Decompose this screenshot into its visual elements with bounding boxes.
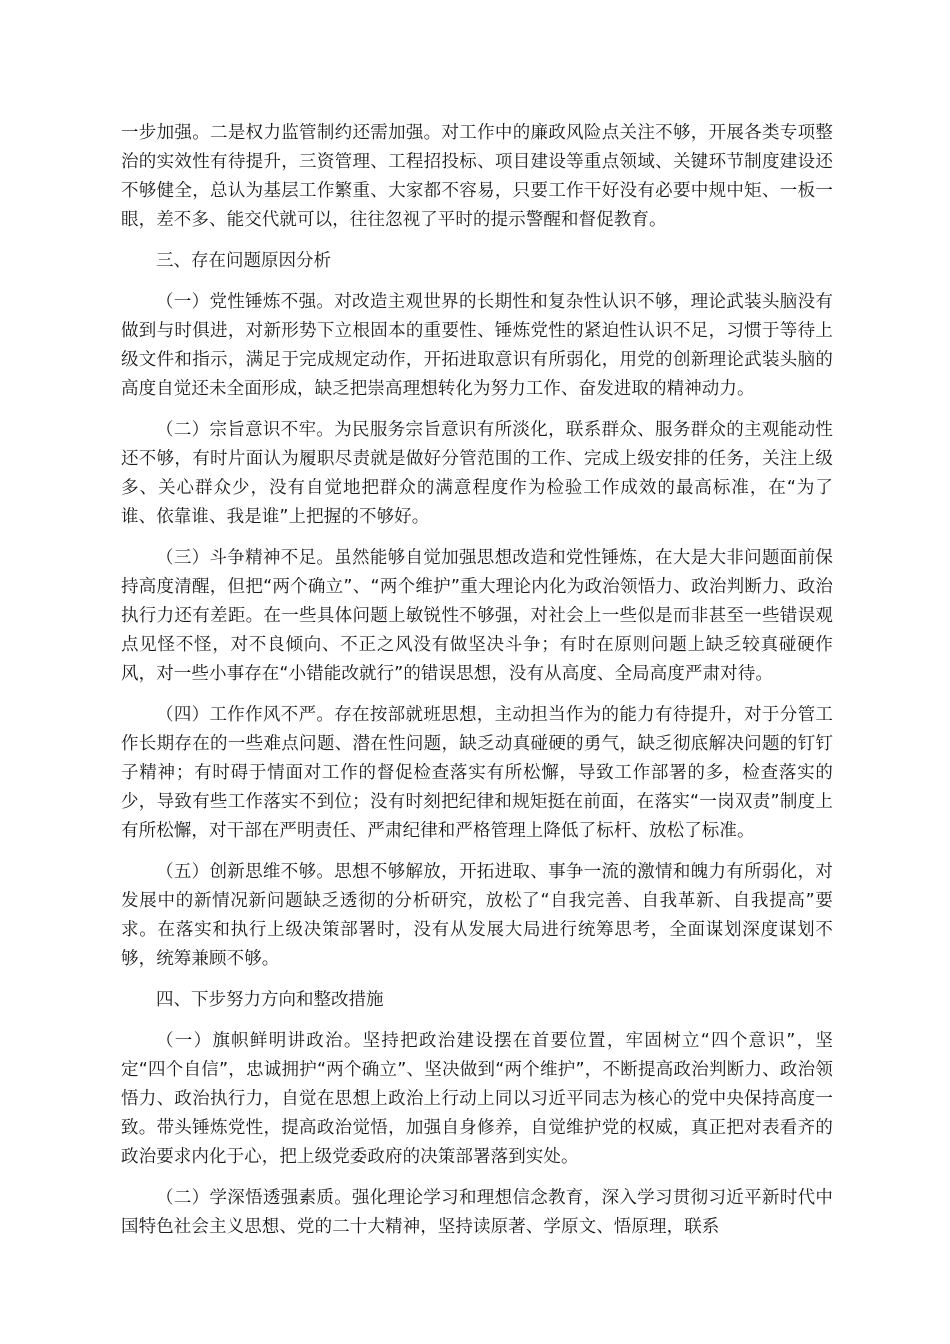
paragraph-3-3: （三）斗争精神不足。虽然能够自觉加强思想改造和党性锤炼，在大是大非问题面前保持高度清醒，但把“两个确立”、“两个维护”重大理论内化为政治领悟力、政治判断力、政治执行力还有差距。在一些具体问题上敏锐性不够强，对社会上一些似是而非甚至一些错误观点见怪不怪，对不良倾向、不正之风没有做坚决斗争；有时在原则问题上缺乏较真碰硬作风，对一些小事存在“小错能改就行”的错误思想，没有从高度、全局高度严肃对待。 — [121, 548, 833, 684]
paragraph-4-2: （二）学深悟透强素质。强化理论学习和理想信念教育，深入学习贯彻习近平新时代中国特色社会主义思想、党的二十大精神，坚持读原著、学原文、悟原理，联系 — [121, 1188, 833, 1237]
paragraph-3-1: （一）党性锤炼不强。对改造主观世界的长期性和复杂性认识不够，理论武装头脑没有做到与时俱进，对新形势下立根固本的重要性、锤炼党性的紧迫性认识不足，习惯于等待上级文件和指示，满足于完成规定动作，开拓进取意识有所弱化，用党的创新理论武装头脑的高度自觉还未全面形成，缺乏把崇高理想转化为努力工作、奋发进取的精神动力。 — [121, 292, 833, 399]
paragraph-3-5: （五）创新思维不够。思想不够解放，开拓进取、事争一流的激情和魄力有所弱化，对发展中的新情况新问题缺乏透彻的分析研究，放松了“自我完善、自我革新、自我提高”要求。在落实和执行上级决策部署时，没有从发展大局进行统筹思考，全面谋划深度谋划不够，统筹兼顾不够。 — [121, 862, 833, 969]
paragraph-4-1: （一）旗帜鲜明讲政治。坚持把政治建设摆在首要位置，牢固树立“四个意识”，坚定“四个自信”，忠诚拥护“两个确立”、坚决做到“两个维护”，不断提高政治判断力、政治领悟力、政治执行力，自觉在思想上政治上行动上同以习近平同志为核心的党中央保持高度一致。带头锤炼党性，提高政治觉悟，加强自身修养，自觉维护党的权威，真正把对表看齐的政治要求内化于心，把上级党委政府的决策部署落到实处。 — [121, 1031, 833, 1167]
section-heading-3: 三、存在问题原因分析 — [156, 251, 331, 271]
section-heading-4: 四、下步努力方向和整改措施 — [156, 990, 384, 1010]
document-page — [121, 119, 833, 1254]
paragraph-3-2: （二）宗旨意识不牢。为民服务宗旨意识有所淡化，联系群众、服务群众的主观能动性还不够，有时片面认为履职尽责就是做好分管范围的工作、完成上级安排的任务，关注上级多、关心群众少，没有自觉地把群众的满意程度作为检验工作成效的最高标准，在“为了谁、依靠谁、我是谁”上把握的不够好。 — [121, 420, 833, 527]
paragraph-continuation: 一步加强。二是权力监管制约还需加强。对工作中的廉政风险点关注不够，开展各类专项整治的实效性有待提升，三资管理、工程招投标、项目建设等重点领域、关键环节制度建设还不够健全，总认为基层工作繁重、大家都不容易，只要工作干好没有必要中规中矩、一板一眼，差不多、能交代就可以，往往忽视了平时的提示警醒和督促教育。 — [121, 123, 833, 230]
paragraph-3-4: （四）工作作风不严。存在按部就班思想，主动担当作为的能力有待提升，对于分管工作长期存在的一些难点问题、潜在性问题，缺乏动真碰硬的勇气，缺乏彻底解决问题的钉钉子精神；有时碍于情面对工作的督促检查落实有所松懈，导致工作部署的多，检查落实的少，导致有些工作落实不到位；没有时刻把纪律和规矩挺在前面，在落实“一岗双责”制度上有所松懈，对干部在严明责任、严肃纪律和严格管理上降低了标杆、放松了标准。 — [121, 705, 833, 841]
